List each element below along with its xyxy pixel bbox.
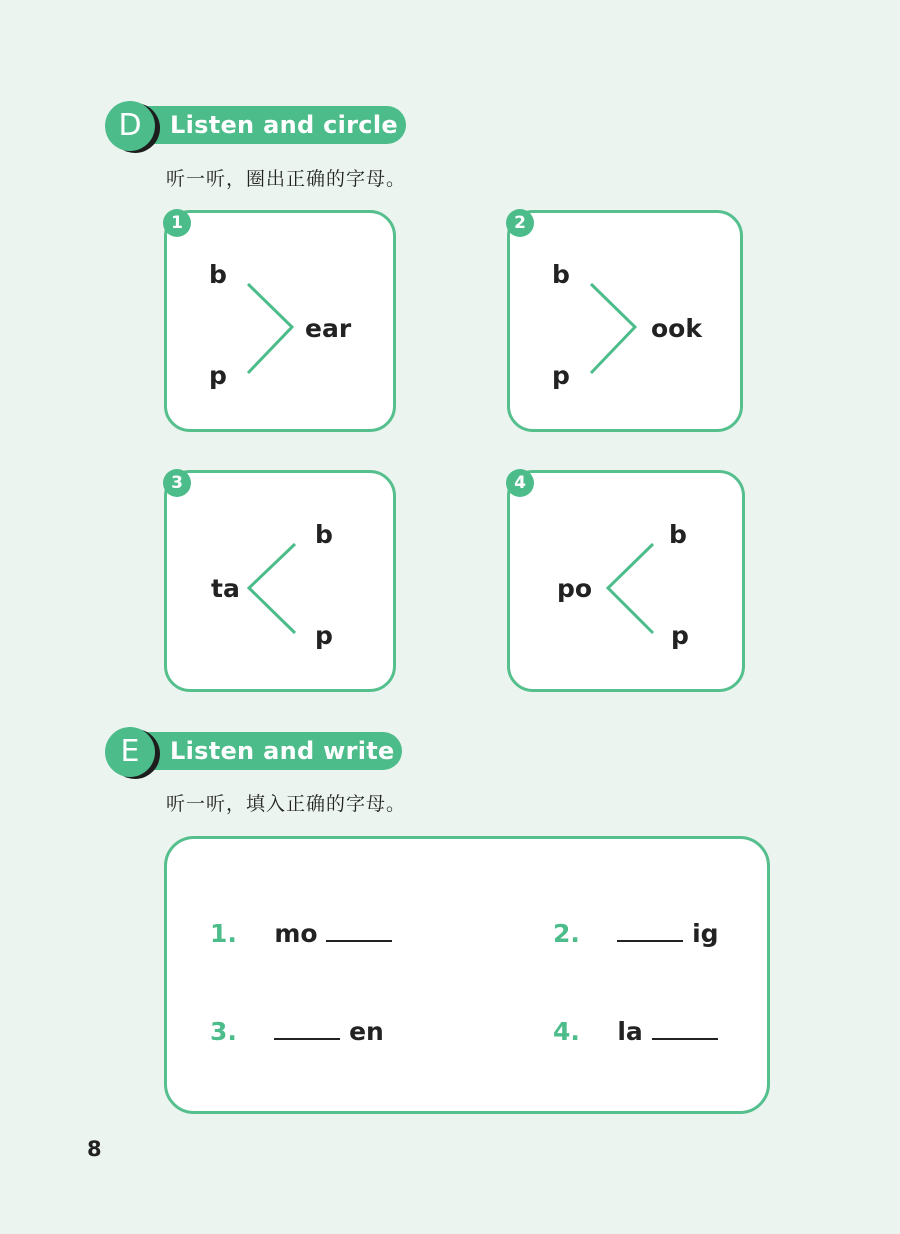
item-suffix: ig (692, 919, 719, 948)
word-start: ta (211, 574, 240, 603)
word-start: po (557, 574, 593, 603)
card-1-number-badge: 1 (163, 209, 191, 237)
item-suffix: en (349, 1017, 384, 1046)
option-bottom[interactable]: p (209, 361, 227, 390)
word-ending: ear (305, 314, 352, 343)
section-d-header (104, 101, 406, 151)
branch-lines (510, 473, 748, 695)
answer-blank[interactable] (652, 1016, 718, 1040)
section-e-title: Listen and write (170, 737, 395, 765)
item-number: 1. (210, 919, 237, 948)
circle-card-1 (164, 210, 396, 432)
answer-blank[interactable] (274, 1016, 340, 1040)
item-number: 4. (553, 1017, 580, 1046)
section-e-letter: E (105, 727, 155, 777)
circle-card-4 (507, 470, 745, 692)
section-d-title: Listen and circle (170, 111, 398, 139)
write-box (164, 836, 770, 1114)
write-item-4 (553, 1016, 718, 1044)
section-d-instruction: 听一听，圈出正确的字母。 (166, 168, 407, 190)
circle-card-3 (164, 470, 396, 692)
write-item-3 (210, 1016, 384, 1044)
branch-lines (167, 473, 399, 695)
page-number: 8 (87, 1137, 102, 1161)
card-3-number-badge: 3 (163, 469, 191, 497)
circle-card-2 (507, 210, 743, 432)
option-top[interactable]: b (552, 260, 570, 289)
section-e-instruction: 听一听，填入正确的字母。 (166, 793, 407, 815)
option-bottom[interactable]: p (315, 621, 333, 650)
item-number: 2. (553, 919, 580, 948)
answer-blank[interactable] (617, 918, 683, 942)
branch-lines (510, 213, 746, 435)
write-item-2 (553, 918, 719, 946)
card-4-number-badge: 4 (506, 469, 534, 497)
section-e-header (104, 727, 406, 777)
answer-blank[interactable] (326, 918, 392, 942)
option-bottom[interactable]: p (552, 361, 570, 390)
option-bottom[interactable]: p (671, 621, 689, 650)
branch-lines (167, 213, 399, 435)
option-top[interactable]: b (315, 520, 333, 549)
card-2-number-badge: 2 (506, 209, 534, 237)
option-top[interactable]: b (209, 260, 227, 289)
item-prefix: mo (274, 919, 318, 948)
item-number: 3. (210, 1017, 237, 1046)
word-ending: ook (651, 314, 702, 343)
write-item-1 (210, 918, 392, 946)
item-prefix: la (617, 1017, 643, 1046)
section-d-letter: D (105, 101, 155, 151)
option-top[interactable]: b (669, 520, 687, 549)
